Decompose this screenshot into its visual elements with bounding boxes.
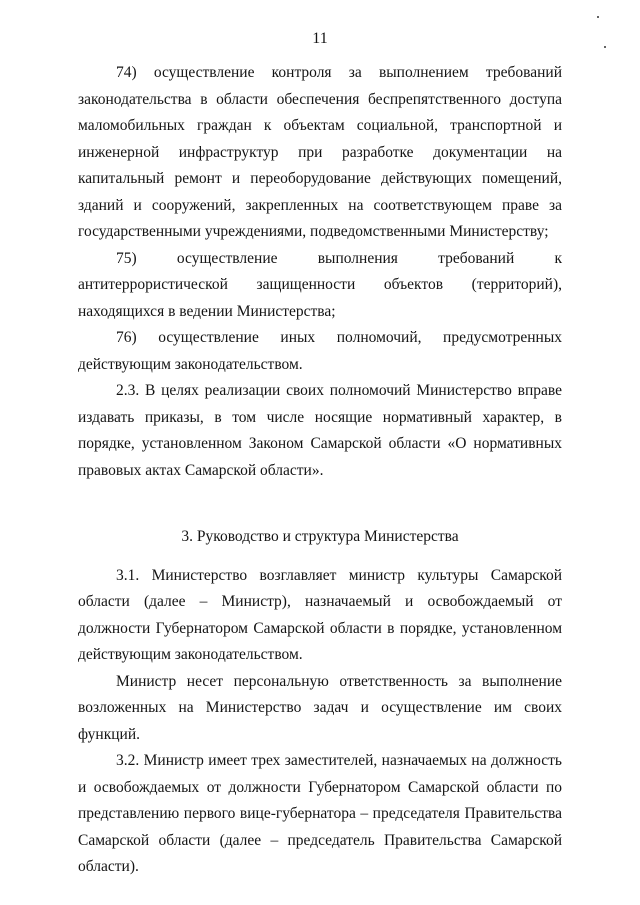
section-heading: 3. Руководство и структура Министерства	[181, 528, 459, 545]
clause-2-3: 2.3. В целях реализации своих полномочий Министерство вправе издавать приказы, в том числе носящие нормативный характер, в порядке, установленном Законом Самарской области «О нормативных правовых актах Самарской области».	[78, 382, 562, 479]
item-76: 76) осуществление иных полномочий, предусмотренных действующим законодательством.	[78, 329, 562, 373]
document-body	[78, 60, 562, 881]
clause-3-2: 3.2. Министр имеет трех заместителей, назначаемых на должность и освобождаемых от должности Губернатором Самарской области по представлению первого вице-губернатора – председателя Правительства Самарской области (далее – председатель Правительства Самарской области).	[78, 752, 562, 875]
item-75: 75) осуществление выполнения требований к антитеррористической защищенности объектов (территорий), находящихся в ведении Министерства;	[78, 249, 562, 320]
scan-speck	[597, 16, 599, 18]
item-74: 74) осуществление контроля за выполнением требований законодательства в области обеспечения беспрепятственного доступа маломобильных граждан к объектам социальной, транспортной и инженерной инфраструктур при разработке документации на капитальный ремонт и переоборудование действующих помещений, зданий и сооружений, закрепленных на соответствующем праве за государственными учреждениями, подведомственными Министерству;	[78, 64, 562, 240]
minister-responsibility: Министр несет персональную ответственность за выполнение возложенных на Министерство задач и осуществление им своих функций.	[78, 672, 562, 743]
clause-3-1: 3.1. Министерство возглавляет министр культуры Самарской области (далее – Министр), назначаемый и освобождаемый от должности Губернатором Самарской области в порядке, установленном действующим законодательством.	[78, 566, 562, 663]
page-number: 11	[312, 30, 328, 47]
